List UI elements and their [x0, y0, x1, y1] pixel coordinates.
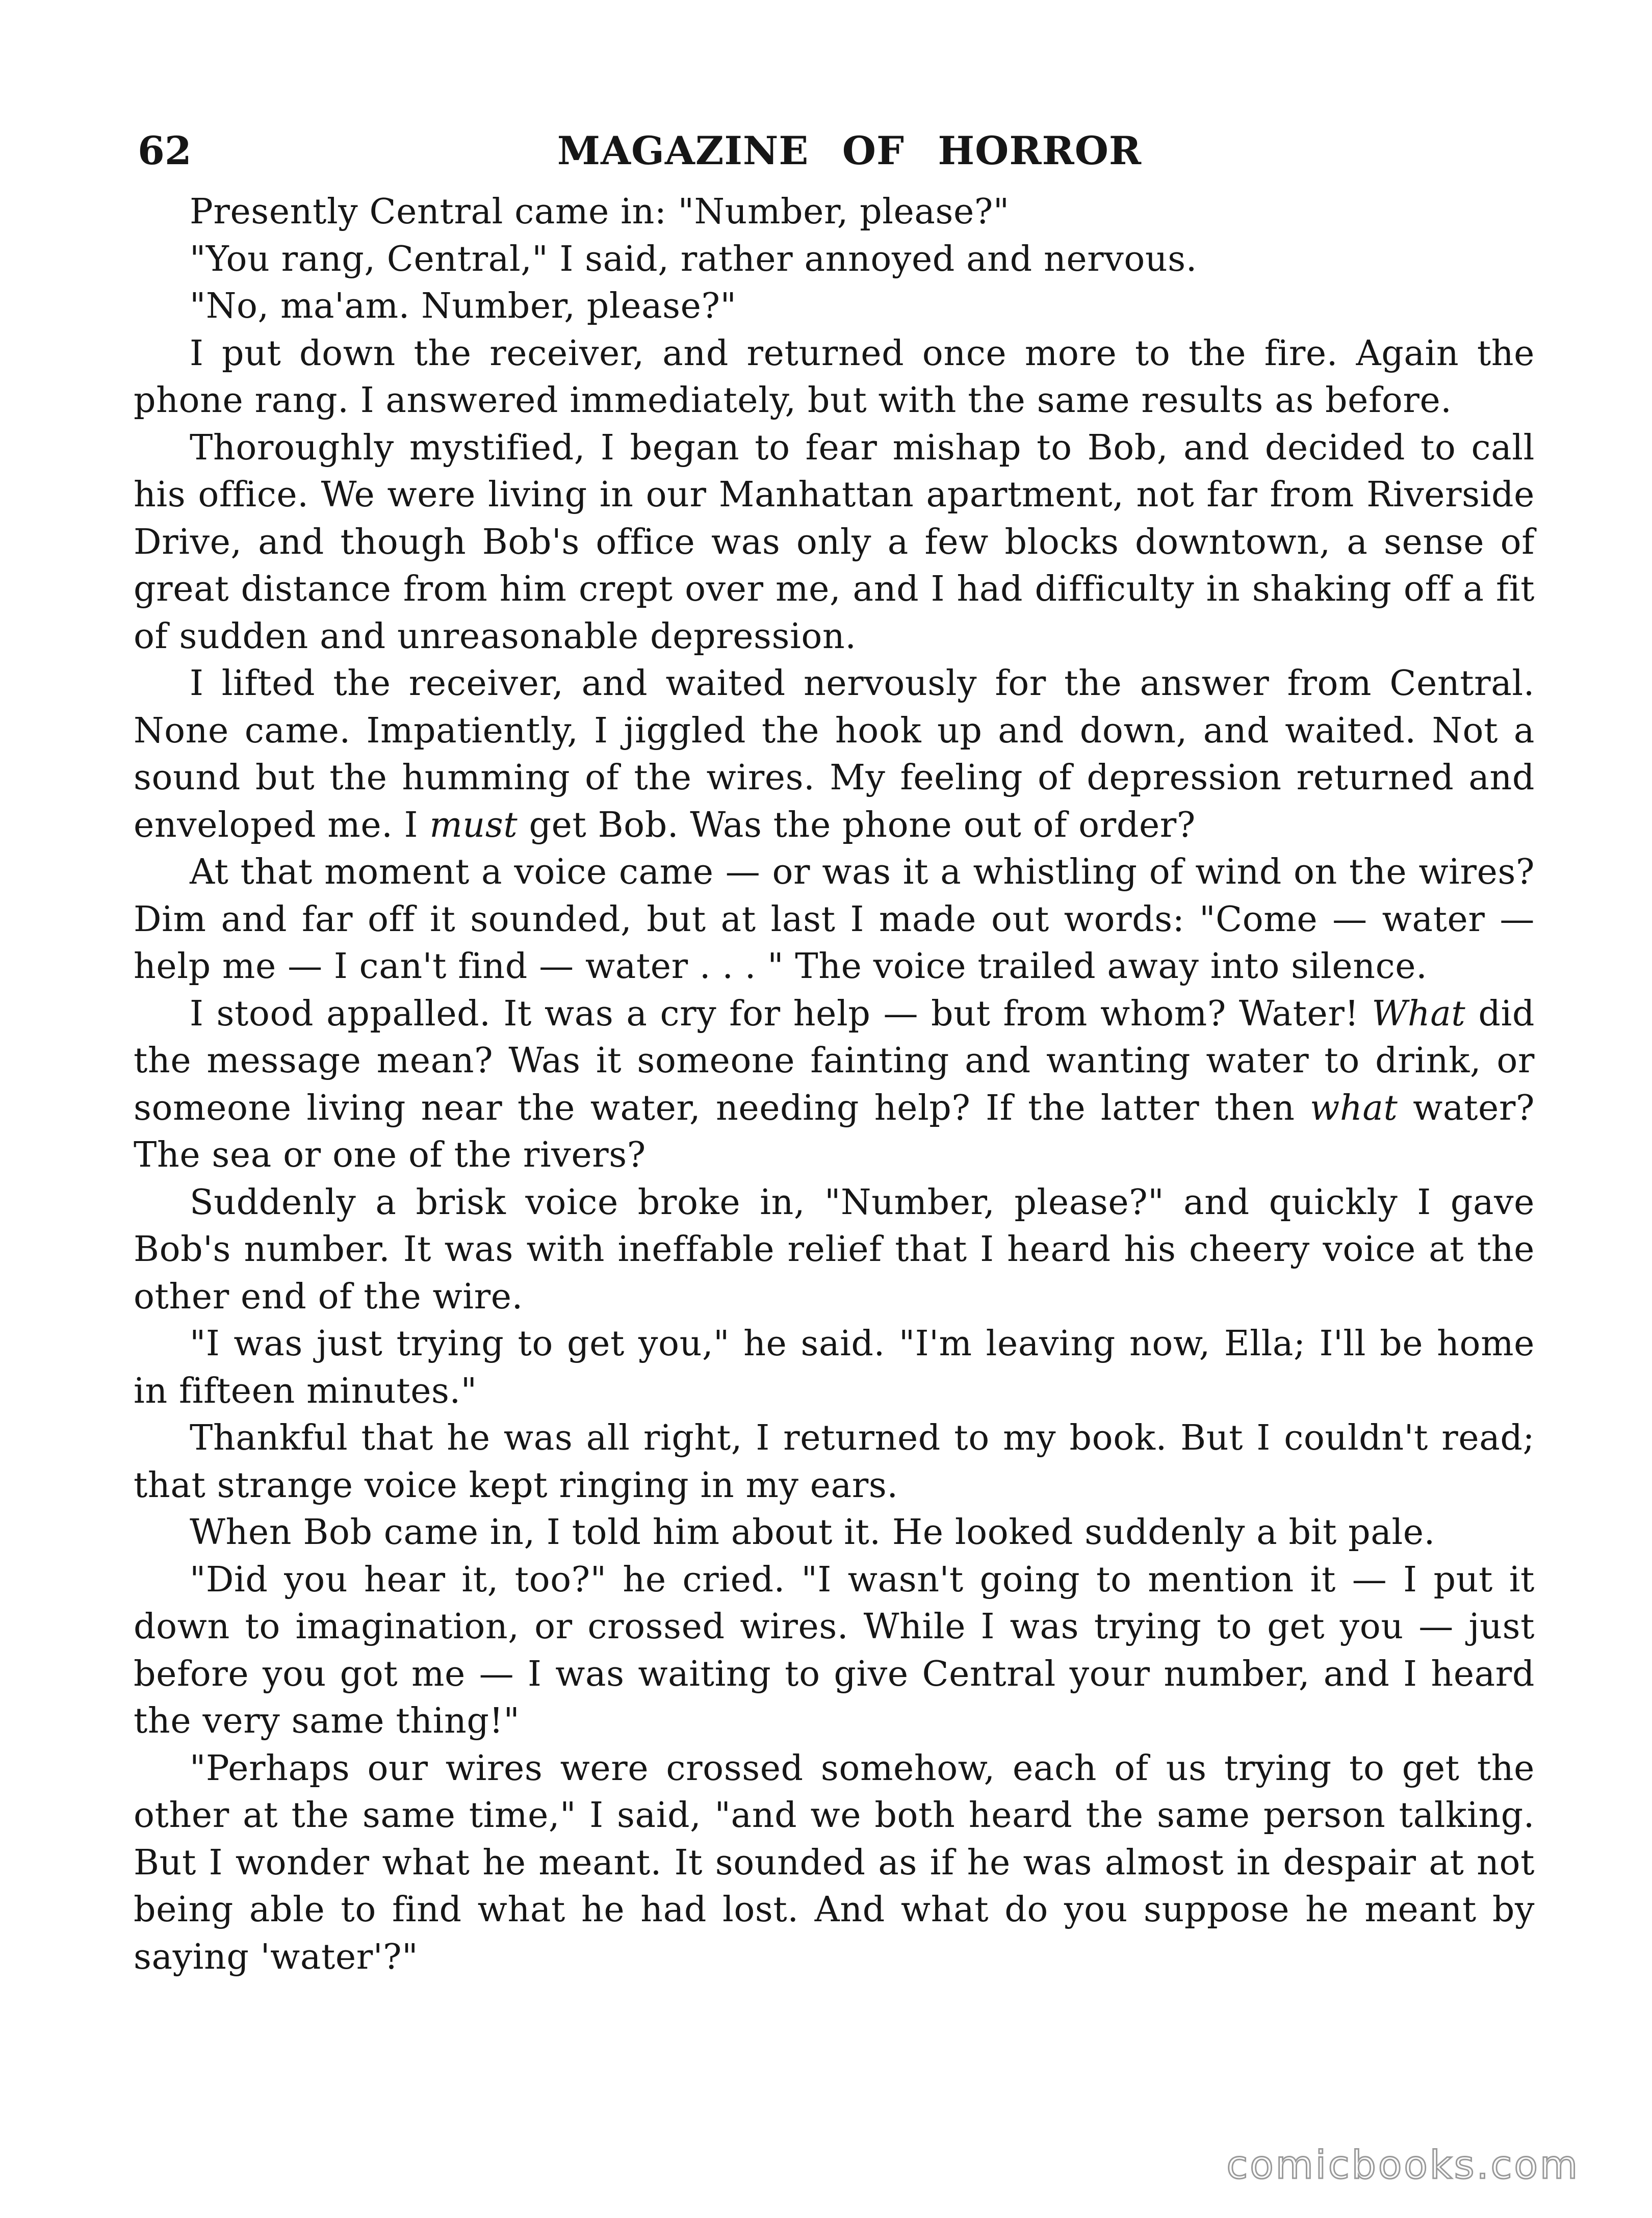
story-paragraph — [134, 189, 1535, 236]
story-paragraph — [134, 425, 1535, 661]
text-run: get Bob. Was the phone out of order? — [518, 805, 1196, 845]
story-text — [134, 189, 1535, 1981]
text-run: "No, ma'am. Number, please?" — [190, 286, 737, 326]
text-run: "Did you hear it, too?" he cried. "I wasn't going to mention it — I put it down to imagination, or crossed wires. While I was trying to get you — just before you got me — I was waiting to give Central your number, and I heard the very same thing!" — [134, 1559, 1535, 1741]
page-number: 62 — [138, 128, 192, 173]
story-paragraph — [134, 330, 1535, 425]
text-run: Presently Central came in: "Number, please?" — [190, 192, 1010, 232]
story-paragraph — [134, 1415, 1535, 1509]
story-paragraph — [134, 991, 1535, 1179]
story-paragraph — [134, 849, 1535, 991]
text-run: I stood appalled. It was a cry for help — but from whom? Water! — [190, 993, 1372, 1034]
italic-word: must — [429, 805, 518, 845]
story-paragraph — [134, 660, 1535, 849]
text-run: "You rang, Central," I said, rather annoyed and nervous. — [190, 239, 1198, 279]
text-run: "I was just trying to get you," he said. "I'm leaving now, Ella; I'll be home in fifteen minutes." — [134, 1324, 1535, 1411]
story-paragraph — [134, 1745, 1535, 1981]
text-run: I put down the receiver, and returned once more to the fire. Again the phone rang. I answered immediately, but with the same results as before. — [134, 333, 1535, 421]
magazine-title: MAGAZINE OF HORROR — [557, 128, 1142, 173]
text-run: When Bob came in, I told him about it. He looked suddenly a bit pale. — [190, 1512, 1435, 1553]
story-paragraph — [134, 1321, 1535, 1415]
story-paragraph — [134, 283, 1535, 330]
story-paragraph — [134, 236, 1535, 283]
text-run: "Perhaps our wires were crossed somehow, each of us trying to get the other at the same time," I said, "and we both heard the same person talking. But I wonder what he meant. It sounded as if he was almost in despair at not being able to find what he had lost. And what do you suppose he meant by saying 'water'?" — [134, 1748, 1535, 1977]
text-run: Suddenly a brisk voice broke in, "Number, please?" and quickly I gave Bob's number. It was with ineffable relief that I heard his cheery voice at the other end of the wire. — [134, 1182, 1535, 1317]
italic-word: what — [1310, 1088, 1398, 1128]
story-paragraph — [134, 1179, 1535, 1321]
book-page — [134, 120, 1535, 1981]
story-paragraph — [134, 1557, 1535, 1745]
watermark: comicbooks.com — [1226, 2142, 1580, 2187]
text-run: water? The sea or one of the rivers? — [134, 1088, 1535, 1175]
text-run: Thoroughly mystified, I began to fear mishap to Bob, and decided to call his office. We were living in our Manhattan apartment, not far from Riverside Drive, and though Bob's office was only a few blocks downtown, a sense of great distance from him crept over me, and I had difficulty in shaking off a fit of sudden and unreasonable depression. — [134, 427, 1535, 657]
story-paragraph — [134, 1509, 1535, 1557]
text-run: did the message mean? Was it someone fainting and wanting water to drink, or someone living near the water, needing help? If the latter then — [134, 993, 1535, 1128]
text-run: I lifted the receiver, and waited nervously for the answer from Central. None came. Impatiently, I jiggled the hook up and down, and waited. Not a sound but the humming of the wires. My feeling of depression returned and enveloped me. I — [134, 663, 1535, 845]
text-run: Thankful that he was all right, I returned to my book. But I couldn't read; that strange voice kept ringing in my ears. — [134, 1418, 1535, 1506]
italic-word: What — [1372, 993, 1466, 1034]
running-head — [134, 120, 1535, 182]
text-run: At that moment a voice came — or was it a whistling of wind on the wires? Dim and far off it sounded, but at last I made out words: "Come — water — help me — I can't find — water . . . " The voice trailed away into silence. — [134, 852, 1535, 987]
